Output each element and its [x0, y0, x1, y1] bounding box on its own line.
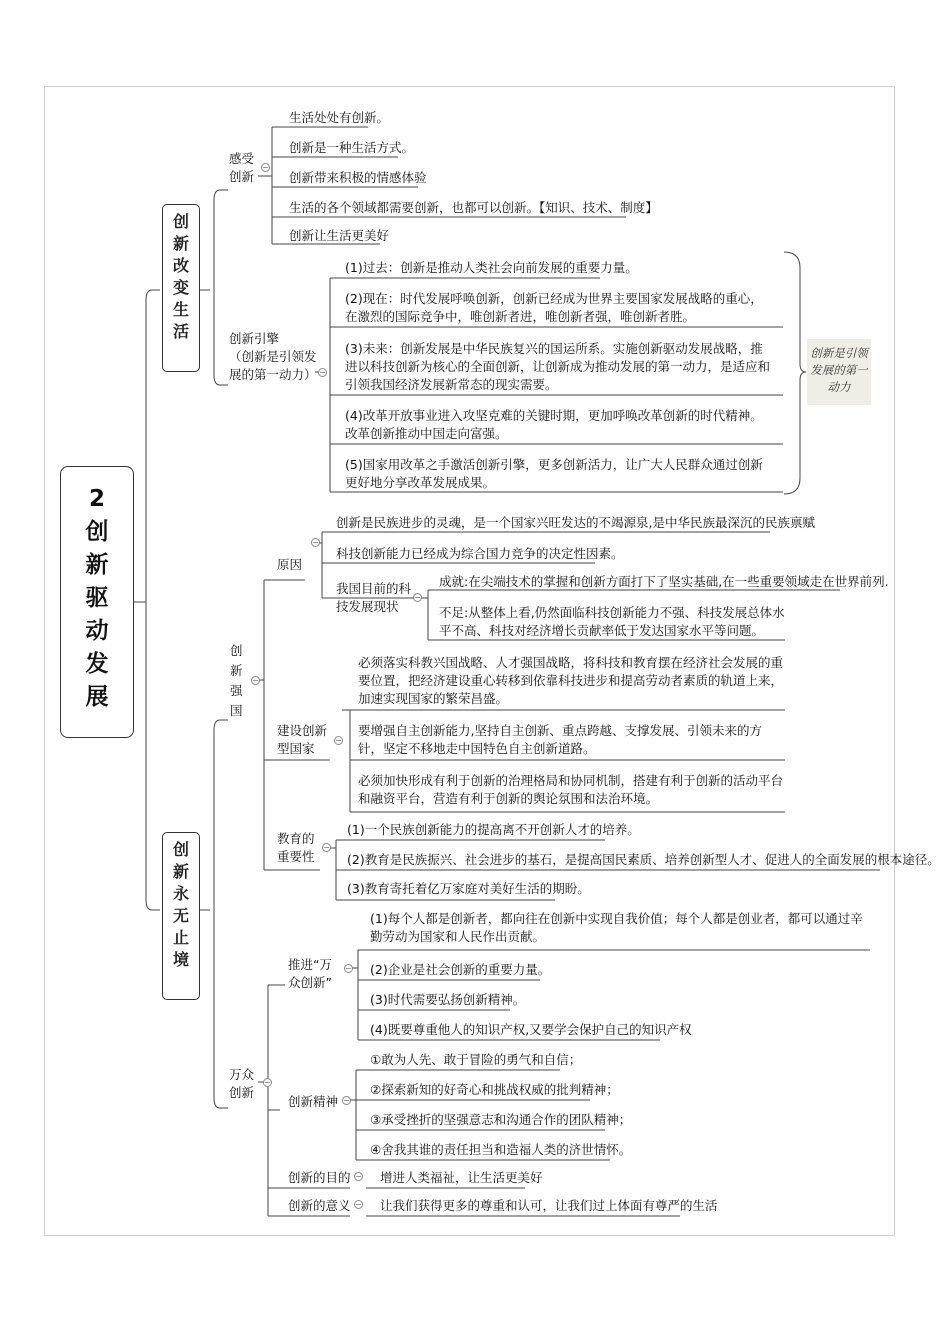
- collapse-icon[interactable]: −: [319, 368, 326, 377]
- feel-item-4: 生活的各个领域都需要创新，也都可以创新。【知识、技术、制度】: [289, 200, 658, 215]
- edu-item-1: (1)一个民族创新能力的提高离不开创新人才的培养。: [347, 822, 640, 837]
- node-status-1: 我国目前的科: [336, 581, 412, 596]
- edu-item-2: (2)教育是民族振兴、社会进步的基石，是提高国民素质、培养创新型人才、促进人的全面发展的根本途径。: [347, 852, 940, 867]
- node-mass-1: 万众: [229, 1067, 255, 1082]
- engine-item-2: (2)现在：时代发展呼唤创新，创新已经成为世界主要国家发展战略的重心，在激烈的国际竞争中，唯创新者进，唯创新者强，唯创新者胜。: [345, 291, 763, 324]
- collapse-icon[interactable]: −: [355, 1172, 362, 1181]
- engine-item-4: (4)改革开放事业进入攻坚克难的关键时期，更加呼唤改革创新的时代精神。改革创新推动中国走向富强。: [345, 408, 763, 441]
- engine-item-3: (3)未来：创新发展是中华民族复兴的国运所系。实施创新驱动发展战略，推进以科技创新为核心的全面创新，让创新成为推动发展的第一动力，是适应和引领我国经济发展新常态的现实需要。: [345, 341, 771, 392]
- collapse-icon[interactable]: −: [414, 593, 421, 602]
- collapse-icon[interactable]: −: [343, 1096, 350, 1105]
- node-strong-1: 创: [230, 643, 243, 658]
- collapse-icon[interactable]: −: [264, 1078, 271, 1087]
- root-node: 2 创 新 驱 动 发 展: [60, 466, 134, 738]
- feel-item-3: 创新带来积极的情感体验: [289, 170, 427, 185]
- reason-item-2: 科技创新能力已经成为综合国力竞争的决定性因素。: [336, 546, 624, 561]
- node-engine-label-1: 创新引擎: [229, 331, 280, 346]
- spirit-item-2: ②探索新知的好奇心和挑战权威的批判精神；: [370, 1082, 619, 1097]
- spirit-item-4: ④舍我其谁的责任担当和造福人类的济世情怀。: [370, 1142, 632, 1157]
- node-purpose: 创新的目的: [288, 1170, 351, 1185]
- node-engine-label-3: 展的第一动力）: [229, 367, 317, 382]
- collapse-icon[interactable]: −: [252, 676, 259, 685]
- collapse-icon[interactable]: −: [335, 736, 342, 745]
- engine-item-1: (1)过去：创新是推动人类社会向前发展的重要力量。: [345, 260, 638, 275]
- node-push-2: 众创新”: [288, 975, 332, 990]
- node-strong-4: 国: [230, 703, 243, 718]
- meaning-text: 让我们获得更多的尊重和认可，让我们过上体面有尊严的生活: [380, 1198, 718, 1213]
- side-note: 创新是引领发展的第一动力: [807, 339, 871, 405]
- node-mass-2: 创新: [229, 1085, 255, 1100]
- node-reason: 原因: [277, 557, 303, 572]
- build-item-3: 必须加快形成有利于创新的治理格局和协同机制，搭建有利于创新的活动平台和融资平台，营造有利于创新的舆论氛围和法治环境。: [358, 773, 784, 806]
- feel-item-1: 生活处处有创新。: [289, 110, 390, 125]
- push-item-3: (3)时代需要弘扬创新精神。: [370, 992, 526, 1007]
- node-strong-3: 强: [230, 683, 243, 698]
- node-build-2: 型国家: [277, 741, 315, 756]
- node-build-1: 建设创新: [277, 723, 328, 738]
- reason-item-1: 创新是民族进步的灵魂，是一个国家兴旺发达的不竭源泉,是中华民族最深沉的民族禀赋: [336, 515, 815, 530]
- collapse-icon[interactable]: −: [355, 1200, 362, 1209]
- branch-innovation-never-ends: 创 新 永 无 止 境: [162, 832, 200, 1000]
- collapse-icon[interactable]: −: [312, 538, 319, 547]
- node-push-1: 推进“万: [288, 957, 332, 972]
- node-strong-2: 新: [230, 663, 243, 678]
- feel-item-2: 创新是一种生活方式。: [289, 140, 415, 155]
- push-item-2: (2)企业是社会创新的重要力量。: [370, 962, 551, 977]
- node-feel-label-1: 感受: [229, 151, 255, 166]
- node-feel-label-2: 创新: [229, 169, 255, 184]
- node-meaning: 创新的意义: [288, 1198, 351, 1213]
- engine-item-5: (5)国家用改革之手激活创新引擎，更多创新活力，让广大人民群众通过创新更好地分享改革发展成果。: [345, 457, 763, 490]
- push-item-4: (4)既要尊重他人的知识产权,又要学会保护自己的知识产权: [370, 1022, 692, 1037]
- status-achievement: 成就:在尖端技术的掌握和创新方面打下了坚实基础,在一些重要领域走在世界前列.: [439, 574, 889, 589]
- push-item-1: (1)每个人都是创新者，都向往在创新中实现自我价值；每个人都是创业者，都可以通过辛勤劳动为国家和人民作出贡献。: [370, 911, 863, 944]
- feel-item-5: 创新让生活更美好: [289, 228, 390, 243]
- collapse-icon[interactable]: −: [262, 163, 269, 172]
- node-status-2: 技发展现状: [336, 599, 399, 614]
- spirit-item-1: ①敢为人先、敢于冒险的勇气和自信；: [370, 1052, 582, 1067]
- collapse-icon[interactable]: −: [345, 964, 352, 973]
- node-edu-2: 重要性: [277, 849, 315, 864]
- build-item-2: 要增强自主创新能力,坚持自主创新、重点跨越、支撑发展、引领未来的方针，坚定不移地走中国特色自主创新道路。: [358, 723, 762, 756]
- build-item-1: 必须落实科教兴国战略、人才强国战略，将科技和教育摆在经济社会发展的重要位置，把经济建设重心转移到依靠科技进步和提高劳动者素质的轨道上来，加速实现国家的繁荣昌盛。: [358, 655, 784, 706]
- purpose-text: 增进人类福祉，让生活更美好: [380, 1170, 543, 1185]
- node-spirit: 创新精神: [288, 1094, 339, 1109]
- edu-item-3: (3)教育寄托着亿万家庭对美好生活的期盼。: [347, 881, 590, 896]
- status-shortcoming: 不足:从整体上看,仍然面临科技创新能力不强、科技发展总体水平不高、科技对经济增长贡献率低于发达国家水平等问题。: [439, 605, 785, 638]
- node-edu-1: 教育的: [277, 831, 315, 846]
- branch-innovation-changes-life: 创 新 改 变 生 活: [162, 204, 200, 372]
- collapse-icon[interactable]: −: [323, 843, 330, 852]
- node-engine-label-2: （创新是引领发: [229, 349, 317, 364]
- spirit-item-3: ③承受挫折的坚强意志和沟通合作的团队精神；: [370, 1112, 632, 1127]
